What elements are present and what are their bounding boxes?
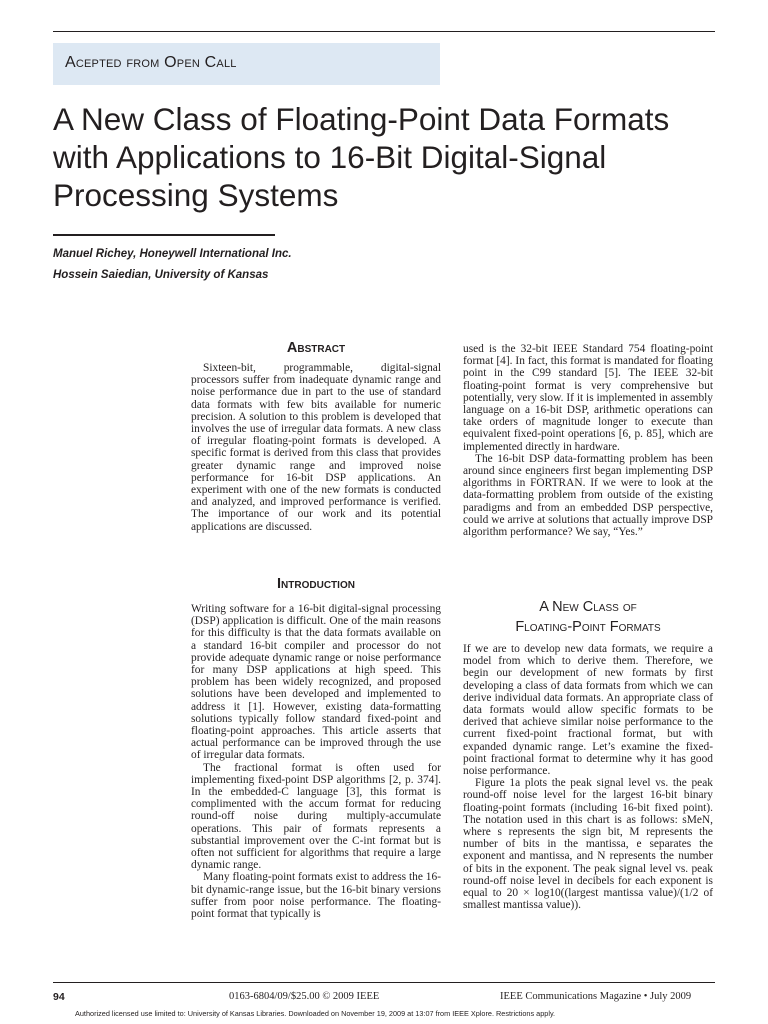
abstract-paragraph: Sixteen-bit, programmable, digital-signal processors suffer from inadequate dynamic range and noise performance due in part to the use of standard data formats with few bits available for numeric precision. A solution to this problem is developed that involves the use of irregular data formats. A new class of irregular floating-point formats is developed. A specific format is derived from this class that provides greater dynamic range and improved noise performance for 16-bit DSP applications. An experiment with one of the new formats is conducted and analyzed, and improved performance is verified. The importance of our work and its potential applications are discussed. [191,362,441,533]
intro-paragraph-1: Writing software for a 16-bit digital-signal processing (DSP) application is difficult. One of the main reasons for this difficulty is that the data formats available on a standard 16-bit compiler and processor do not provide adequate dynamic range or noise performance for many DSP applications at high speed. This problem has been widely recognized, and proposed solutions have been developed and implemented to address it [1]. However, existing data-formatting solutions typically follow standard fixed-point and floating-point approaches. This article asserts that actual performance can be improved through the use of irregular data formats. [191,603,441,762]
new-class-body [463,643,713,911]
abstract-body [191,362,441,533]
right-paragraph-2: The 16-bit DSP data-formatting problem has been around since engineers first began implementing DSP algorithms in FORTRAN. If we were to look at the data-formatting problem from outside of the existing paradigms and from an embedded DSP perspective, could we arrive at solutions that actually improve DSP algorithm performance? We say, “Yes.” [463,452,713,539]
page-number: 94 [53,991,65,1003]
bottom-rule [53,982,715,983]
author-list [53,244,453,286]
new-class-paragraph-1: If we are to develop new data formats, we require a model from which to derive them. Therefore, we begin our development of new formats by first developing a class of data formats from which we can derive individual data formats. An appropriate class of data formats would allow specific formats to be derived that achieve similar noise performance to the current fixed-point fractional format, but with expanded dynamic range. Let’s examine the fixed-point fractional format to determine why it has good noise performance. [463,643,713,778]
journal-line: IEEE Communications Magazine • July 2009 [500,991,692,1002]
section-banner: Acepted from Open Call [53,43,440,85]
right-paragraph-1: used is the 32-bit IEEE Standard 754 floating-point format [4]. In fact, this format is mandated for floating point in the C99 standard [5]. The IEEE 32-bit floating-point format is very comprehensive but potentially, very slow. If it is implemented in assembly language on a 16-bit DSP, arithmetic operations can take orders of magnitude longer to execute than equivalent fixed-point operations [6, p. 85], which are implemented directly in hardware. [463,343,713,453]
abstract-heading: Abstract [286,340,346,356]
intro-paragraph-2: The fractional format is often used for implementing fixed-point DSP algorithms [2, p. 374]. In the embedded-C language [3], this format is complimented with the accum format for reducing round-off noise during multiply-accumulate operations. This pair of formats represents a substantial improvement over the C-int format but is often not sufficient for algorithms that require a large dynamic range. [191,761,441,872]
top-rule [53,31,715,32]
new-class-heading-line-1: A New Class of [539,599,637,615]
new-class-paragraph-2: Figure 1a plots the peak signal level vs. the peak round-off noise level for the largest 16-bit binary floating-point formats (including 16-bit fixed point). The notation used in this chart is as follows: sMeN, where s represents the sign bit, M represents the number of bits in the mantissa, e separates the exponent and mantissa, and N represents the number of bits in the exponent. The peak signal level vs. peak round-off noise level in decibels for each exponent is equal to 20 × log10((largest mantissa value)/(1/2 of smallest mantissa value)). [463,777,713,912]
introduction-heading: Introduction [277,576,355,592]
license-notice: Authorized licensed use limited to: University of Kansas Libraries. Downloaded on November 19, 2009 at 13:07 from IEEE Xplore. Restrictions apply. [75,1009,556,1018]
author-1: Manuel Richey, Honeywell International Inc. [53,248,292,260]
new-class-heading [463,597,713,637]
right-column-top [463,343,713,538]
author-2: Hossein Saiedian, University of Kansas [53,269,269,281]
intro-paragraph-3: Many floating-point formats exist to address the 16-bit dynamic-range issue, but the 16-bit binary versions suffer from poor noise performance. The floating-point format that typically is [191,871,441,921]
new-class-heading-line-2: Floating-Point Formats [515,619,661,635]
article-title: A New Class of Floating-Point Data Formats with Applications to 16-Bit Digital-Signal Processing Systems [53,101,670,213]
title-rule [53,234,275,236]
introduction-body [191,603,441,920]
issn-line: 0163-6804/09/$25.00 © 2009 IEEE [229,991,380,1002]
